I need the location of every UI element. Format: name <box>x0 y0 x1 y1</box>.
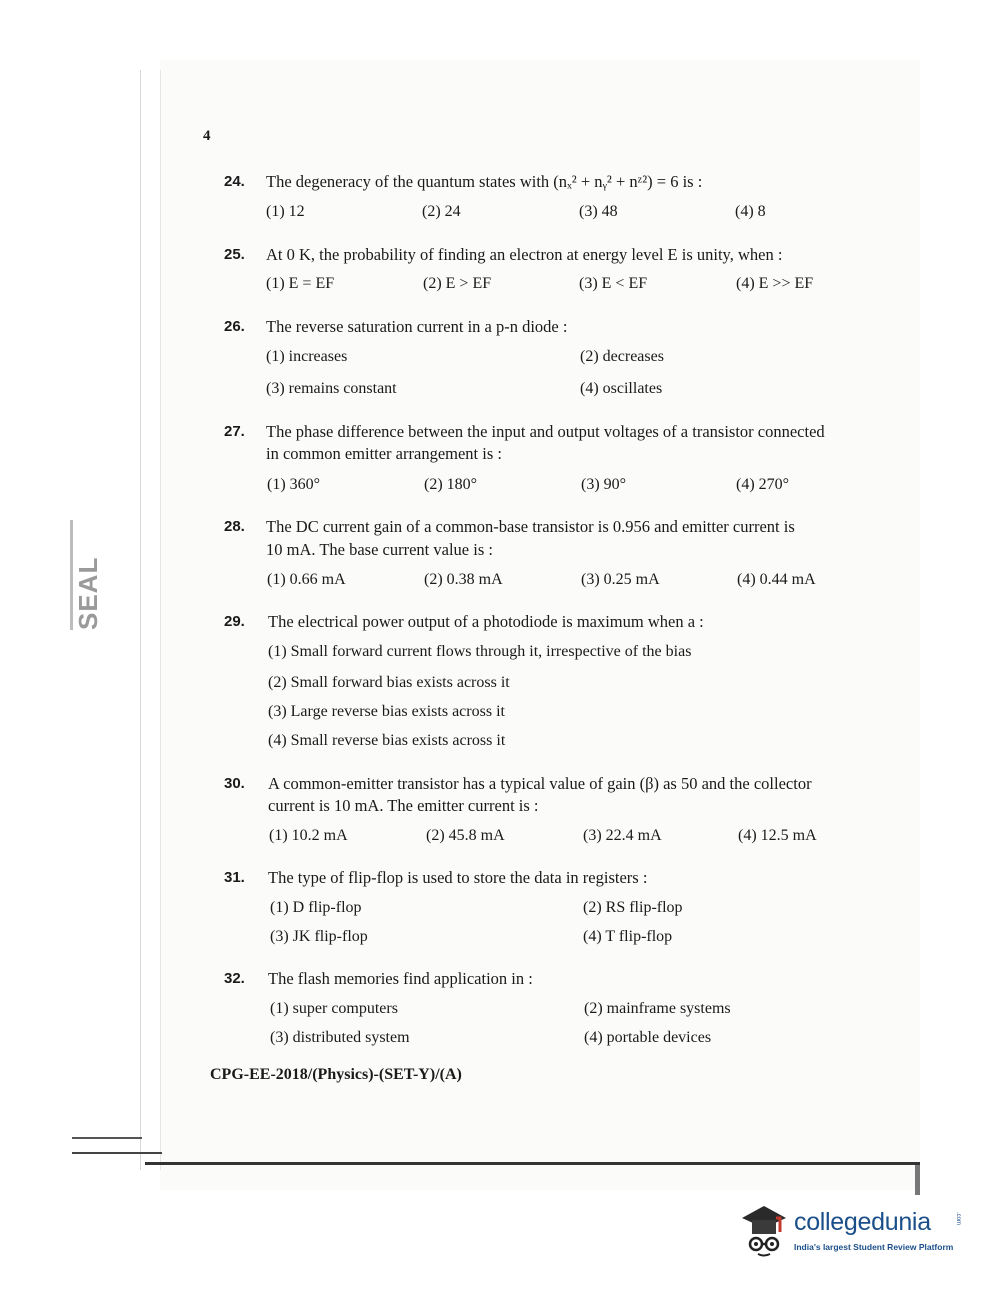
option: (4) portable devices <box>584 1029 712 1046</box>
logo-wordmark: collegedunia <box>794 1208 931 1236</box>
question-number: 32. <box>224 970 245 987</box>
question-text: The degeneracy of the quantum states with (nₓ² + nᵧ² + nᶻ²) = 6 is : <box>266 172 703 191</box>
option: (1) Small forward current flows through it, irrespective of the bias <box>268 643 692 660</box>
question-text-continued: in common emitter arrangement is : <box>266 444 502 463</box>
graduate-mascot-icon <box>736 1198 792 1258</box>
option: (3) 0.25 mA <box>581 571 660 588</box>
question-text: A common-emitter transistor has a typical value of gain (β) as 50 and the collector <box>268 774 812 793</box>
option: (2) 180° <box>424 476 478 493</box>
option: (4) 0.44 mA <box>737 571 816 588</box>
logo-tagline: India's largest Student Review Platform <box>794 1242 954 1252</box>
option: (2) Small forward bias exists across it <box>268 674 510 691</box>
collegedunia-logo[interactable] <box>736 1198 966 1262</box>
option: (2) decreases <box>580 348 664 365</box>
option: (2) 0.38 mA <box>424 571 503 588</box>
logo-suffix: .com <box>955 1212 961 1226</box>
question-number: 28. <box>224 518 245 535</box>
option: (2) mainframe systems <box>584 1000 731 1017</box>
option: (2) E > EF <box>423 275 492 292</box>
option: (4) Small reverse bias exists across it <box>268 732 506 749</box>
divider <box>145 1162 920 1165</box>
option: (4) 12.5 mA <box>738 827 817 844</box>
option: (1) 0.66 mA <box>267 571 346 588</box>
question-number: 26. <box>224 318 245 335</box>
question-text-continued: current is 10 mA. The emitter current is : <box>268 796 539 815</box>
question-text: The phase difference between the input and output voltages of a transistor connected <box>266 422 825 441</box>
option: (2) 45.8 mA <box>426 827 505 844</box>
paper-code: CPG-EE-2018/(Physics)-(SET-Y)/(A) <box>210 1066 462 1083</box>
option: (1) super computers <box>270 1000 398 1017</box>
option: (2) RS flip-flop <box>583 899 683 916</box>
question-number: 27. <box>224 423 245 440</box>
seal-stamp: SEAL <box>70 520 99 630</box>
option: (3) JK flip-flop <box>270 928 368 945</box>
page-shadow <box>915 1165 920 1195</box>
question-text: The reverse saturation current in a p-n diode : <box>266 317 568 336</box>
question-text-continued: 10 mA. The base current value is : <box>266 540 493 559</box>
question-text: The type of flip-flop is used to store the data in registers : <box>268 868 648 887</box>
option: (1) 360° <box>267 476 321 493</box>
option: (3) 90° <box>581 476 627 493</box>
option: (1) increases <box>266 348 348 365</box>
question-text: The flash memories find application in : <box>268 969 533 988</box>
page-edge <box>160 70 161 1170</box>
option: (2) 24 <box>422 203 461 220</box>
question-number: 29. <box>224 613 245 630</box>
option: (4) 8 <box>735 203 766 220</box>
question-text: At 0 K, the probability of finding an electron at energy level E is unity, when : <box>266 245 783 264</box>
option: (3) 48 <box>579 203 618 220</box>
option: (1) 12 <box>266 203 305 220</box>
page-edge <box>140 70 141 1170</box>
option: (3) E < EF <box>579 275 648 292</box>
divider <box>72 1137 142 1139</box>
option: (3) distributed system <box>270 1029 410 1046</box>
question-number: 24. <box>224 173 245 190</box>
option: (3) remains constant <box>266 380 397 397</box>
question-text: The DC current gain of a common-base transistor is 0.956 and emitter current is <box>266 517 795 536</box>
option: (1) D flip-flop <box>270 899 362 916</box>
question-number: 25. <box>224 246 245 263</box>
option: (4) 270° <box>736 476 790 493</box>
option: (4) E >> EF <box>736 275 814 292</box>
divider <box>72 1152 162 1154</box>
question-number: 30. <box>224 775 245 792</box>
page-number: 4 <box>203 128 211 144</box>
option: (1) 10.2 mA <box>269 827 348 844</box>
option: (4) T flip-flop <box>583 928 673 945</box>
question-text: The electrical power output of a photodiode is maximum when a : <box>268 612 704 631</box>
option: (3) 22.4 mA <box>583 827 662 844</box>
option: (1) E = EF <box>266 275 335 292</box>
option: (4) oscillates <box>580 380 663 397</box>
question-number: 31. <box>224 869 245 886</box>
option: (3) Large reverse bias exists across it <box>268 703 505 720</box>
